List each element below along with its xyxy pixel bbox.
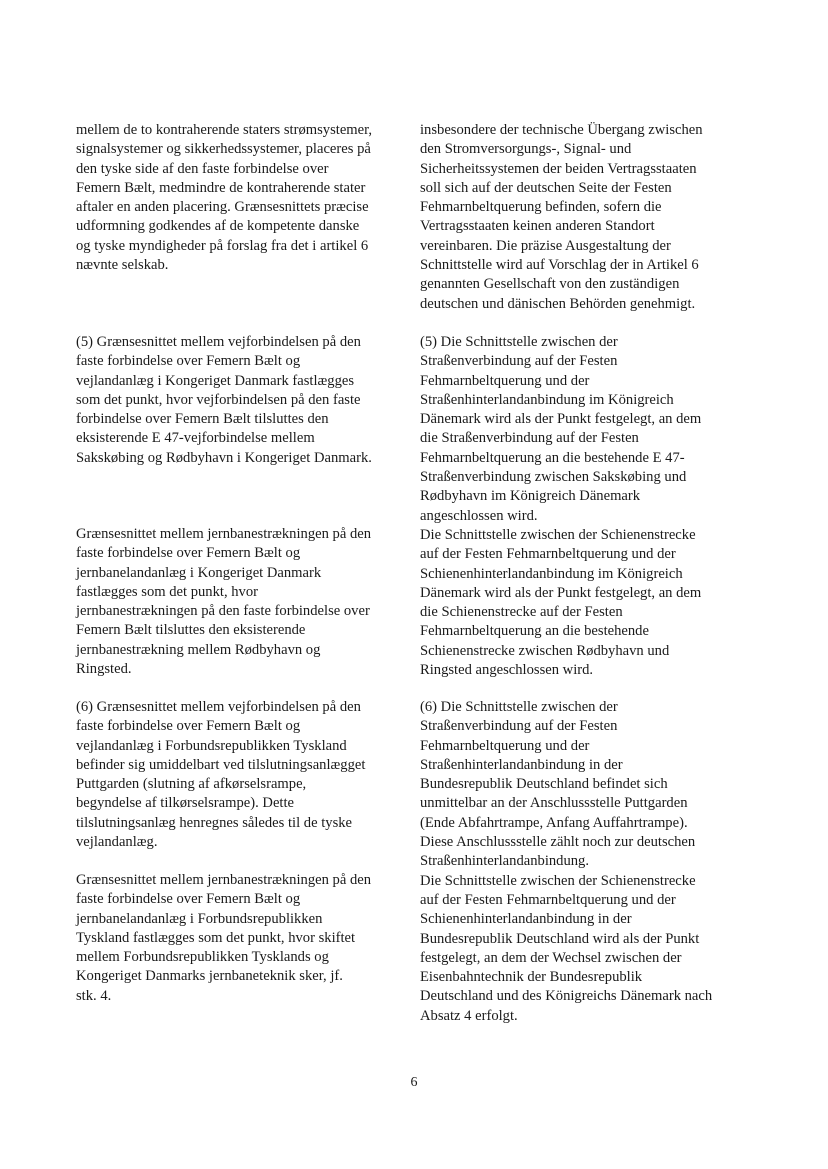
page-number: 6 (410, 1075, 418, 1090)
german-paragraph-2: (5) Die Schnittstelle zwischen der Straßenverbindung auf der Festen Fehmarnbeltquerung und der Straßenhinterlandanbindung im Königreich Dänemark wird als der Punkt festgelegt, an dem die Straßenverbindung auf der Festen Fehmarnbeltquerung an die bestehende E 47- Straßenverbindung zwischen Sakskøbing und Rødbyhavn im Königreich Dänemark angeschlossen wird. Die Schnittstelle zwischen der Schienenstrecke auf der Festen Fehmarnbeltquerung und der Schienenhinterlandanbindung im Königreich Dänemark wird als der Punkt festgelegt, an dem die Schienenstrecke auf der Festen Fehmarnbeltquerung an die bestehende Schienenstrecke zwischen Rødbyhavn und Ringsted angeschlossen wird. (420, 334, 702, 679)
german-paragraph-1: insbesondere der technische Übergang zwischen den Stromversorgungs-, Signal- und Sicherheitssystemen der beiden Vertragsstaaten soll sich auf der deutschen Seite der Festen Fehmarnbeltquerung befinden, sofern die Vertragsstaaten keinen anderen Standort vereinbaren. Die präzise Ausgestaltung der Schnittstelle wird auf Vorschlag der in Artikel 6 genannten Gesellschaft von den zuständigen deutschen und dänischen Behörden genehmigt. (420, 122, 703, 312)
german-paragraph-3: (6) Die Schnittstelle zwischen der Straßenverbindung auf der Festen Fehmarnbeltquerung und der Straßenhinterlandanbindung in der Bundesrepublik Deutschland befindet sich unmittelbar an der Anschlussstelle Puttgarden (Ende Abfahrtrampe, Anfang Auffahrtrampe). Diese Anschlussstelle zählt noch zur deutschen Straßenhinterlandanbindung. Die Schnittstelle zwischen der Schienenstrecke auf der Festen Fehmarnbeltquerung und der Schienenhinterlandanbindung in der Bundesrepublik Deutschland wird als der Punkt festgelegt, an dem der Wechsel zwischen der Eisenbahntechnik der Bundesrepublik Deutschland und des Königreichs Dänemark nach Absatz 4 erfolgt. (420, 699, 713, 1024)
danish-paragraph-3: Grænsesnittet mellem jernbanestrækningen på den faste forbindelse over Femern Bælt og jernbanelandanlæg i Kongeriget Danmark fastlægges som det punkt, hvor jernbanestrækningen på den faste forbindelse over Femern Bælt tilsluttes den eksisterende jernbanestrækning mellem Rødbyhavn og Ringsted. (76, 526, 372, 678)
danish-paragraph-5: Grænsesnittet mellem jernbanestrækningen på den faste forbindelse over Femern Bælt og jernbanelandanlæg i Forbundsrepublikken Tyskland fastlægges som det punkt, hvor skiftet mellem Forbundsrepublikken Tysklands og Kongeriget Danmarks jernbaneteknik sker, jf. stk. 4. (76, 872, 372, 1004)
danish-paragraph-2: (5) Grænsesnittet mellem vejforbindelsen på den faste forbindelse over Femern Bælt og vejlandanlæg i Kongeriget Danmark fastlægges som det punkt, hvor vejforbindelsen på den faste forbindelse over Femern Bælt tilsluttes den eksisterende E 47-vejforbindelse mellem Sakskøbing og Rødbyhavn i Kongeriget Danmark. (76, 334, 372, 466)
danish-paragraph-4: (6) Grænsesnittet mellem vejforbindelsen på den faste forbindelse over Femern Bælt og vejlandanlæg i Forbundsrepublikken Tyskland befinder sig umiddelbart ved tilslutningsanlægget Puttgarden (slutning af afkørselsrampe, begyndelse af tilkørselsrampe). Dette tilslutningsanlæg henregnes således til de tyske vejlandanlæg. (76, 699, 366, 851)
danish-paragraph-1: mellem de to kontraherende staters strømsystemer, signalsystemer og sikkerhedssystemer, placeres på den tyske side af den faste forbindelse over Femern Bælt, medmindre de kontraherende stater aftaler en anden placering. Grænsesnittets præcise udformning godkendes af de kompetente danske og tyske myndigheder på forslag fra det i artikel 6 nævnte selskab. (76, 122, 373, 274)
